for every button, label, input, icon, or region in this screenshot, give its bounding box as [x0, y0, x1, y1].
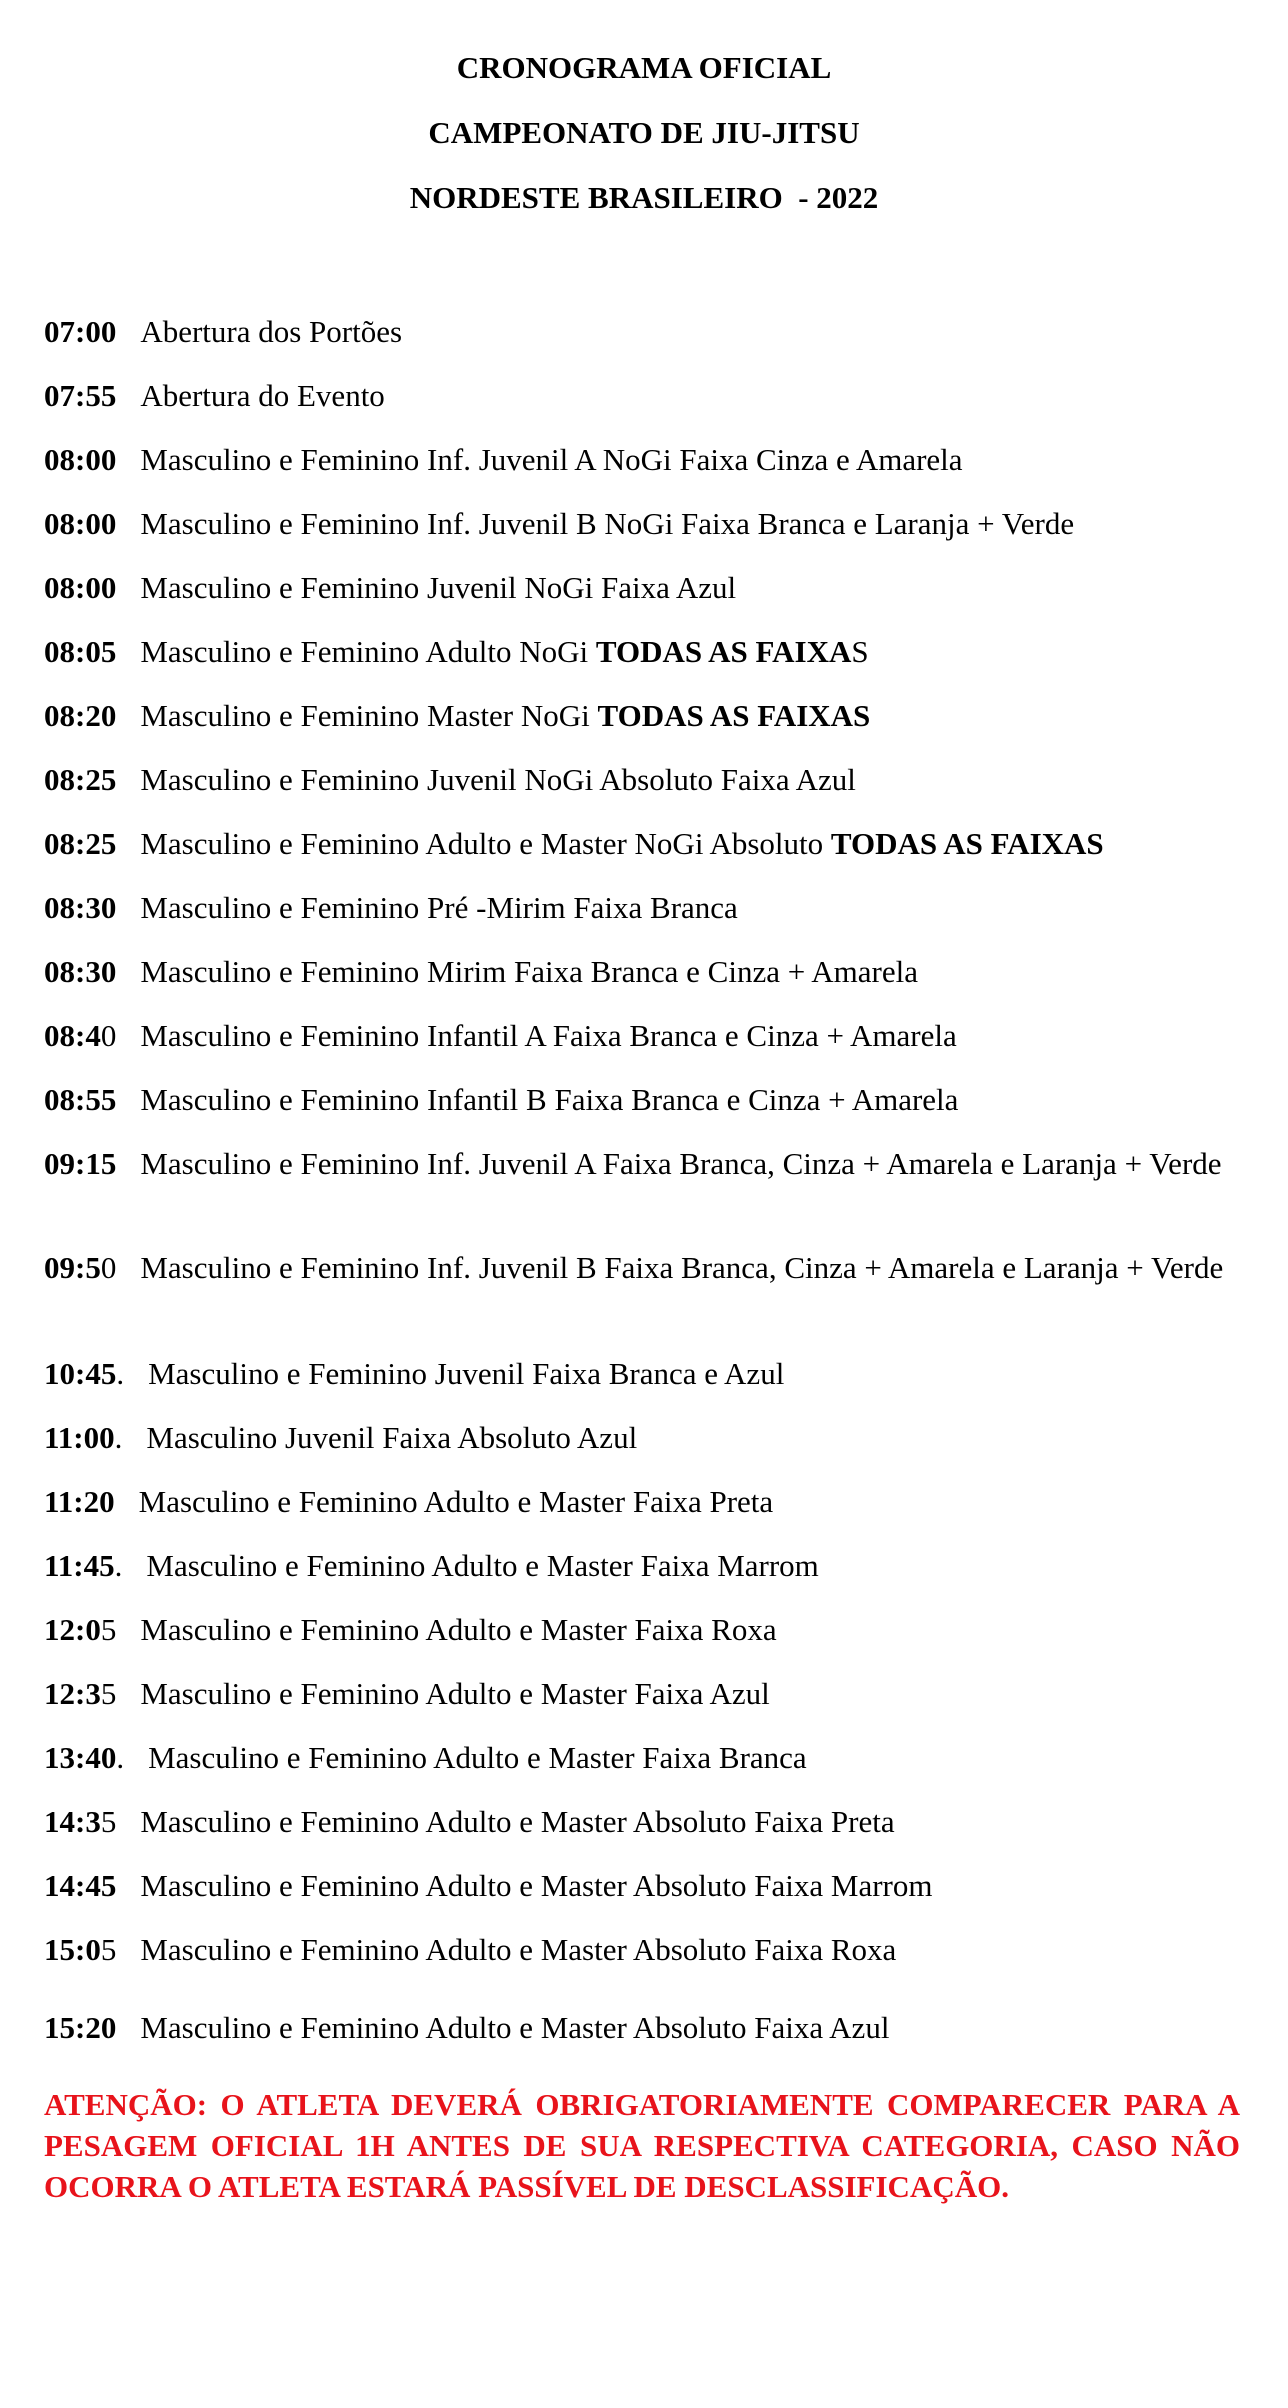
- schedule-time: 08:00: [44, 442, 117, 477]
- schedule-time-suffix: 5: [100, 1804, 117, 1839]
- schedule-description: Masculino e Feminino Mirim Faixa Branca e Cinza + Amarela: [140, 954, 918, 989]
- schedule-row: [44, 504, 1244, 544]
- header-region-year: NORDESTE BRASILEIRO - 2022: [409, 180, 879, 215]
- schedule-description: Masculino Juvenil Faixa Absoluto Azul: [146, 1420, 638, 1455]
- schedule-time: 12:0: [44, 1612, 101, 1647]
- weigh-in-warning: ATENÇÃO: O ATLETA DEVERÁ OBRIGATORIAMENTE COMPARECER PARA A PESAGEM OFICIAL 1H ANTES DE SUA RESPECTIVA CATEGORIA, CASO NÃO OCORRA O ATLETA ESTARÁ PASSÍVEL DE DESCLASSIFICAÇÃO.: [44, 2087, 1240, 2204]
- schedule-time: 11:20: [44, 1484, 115, 1519]
- schedule-row: [44, 1482, 1244, 1522]
- schedule-time: 08:00: [44, 570, 117, 605]
- schedule-time: 12:3: [44, 1676, 101, 1711]
- schedule-time: 08:4: [44, 1018, 101, 1053]
- schedule-row: [44, 632, 1244, 672]
- schedule-row: [44, 1546, 1244, 1586]
- schedule-time: 08:25: [44, 762, 117, 797]
- schedule-description-emphasis: TODAS AS FAIXAS: [597, 698, 871, 733]
- schedule-description: Abertura dos Portões: [140, 314, 403, 349]
- schedule-description: Masculino e Feminino Adulto NoGi: [140, 634, 596, 669]
- schedule-time: 08:05: [44, 634, 117, 669]
- schedule-time: 14:3: [44, 1804, 101, 1839]
- header-championship: CAMPEONATO DE JIU-JITSU: [428, 115, 860, 150]
- schedule-time: 09:15: [44, 1146, 117, 1181]
- schedule-row: [44, 312, 1244, 352]
- schedule-row: [44, 1144, 1244, 1184]
- schedule-description: Masculino e Feminino Adulto e Master Absoluto Faixa Azul: [140, 2010, 890, 2045]
- schedule-time-suffix: 5: [100, 1612, 117, 1647]
- schedule-description: Masculino e Feminino Adulto e Master Faixa Marrom: [146, 1548, 819, 1583]
- schedule-row: [44, 1016, 1244, 1056]
- schedule-description: Masculino e Feminino Adulto e Master Faixa Azul: [140, 1676, 770, 1711]
- schedule-description: Masculino e Feminino Adulto e Master Absoluto Faixa Roxa: [140, 1932, 897, 1967]
- schedule-description-emphasis: TODAS AS FAIXAS: [830, 826, 1104, 861]
- schedule-time-suffix: 5: [100, 1676, 117, 1711]
- document-header: [0, 52, 1288, 247]
- schedule-description-tail: S: [851, 634, 869, 669]
- schedule-time: 15:0: [44, 1932, 101, 1967]
- schedule-description: Masculino e Feminino Adulto e Master NoGi Absoluto: [140, 826, 831, 861]
- schedule-row: [44, 760, 1244, 800]
- schedule-description: Masculino e Feminino Juvenil Faixa Branca e Azul: [148, 1356, 785, 1391]
- schedule-row: [44, 1866, 1244, 1906]
- schedule-time: 15:20: [44, 2010, 117, 2045]
- schedule-row: [44, 568, 1244, 608]
- schedule-row: [44, 888, 1244, 928]
- schedule-time: 14:45: [44, 1868, 117, 1903]
- schedule-time: 08:25: [44, 826, 117, 861]
- schedule-description: Masculino e Feminino Inf. Juvenil A NoGi Faixa Cinza e Amarela: [140, 442, 963, 477]
- schedule-description: Masculino e Feminino Inf. Juvenil A Faixa Branca, Cinza + Amarela e Laranja + Verde: [140, 1146, 1222, 1181]
- schedule-row: [44, 824, 1244, 864]
- schedule-description: Masculino e Feminino Adulto e Master Faixa Preta: [138, 1484, 774, 1519]
- schedule-time: 13:40: [44, 1740, 117, 1775]
- schedule-description: Masculino e Feminino Infantil A Faixa Branca e Cinza + Amarela: [140, 1018, 957, 1053]
- schedule-time-suffix: .: [116, 1740, 125, 1775]
- schedule-description: Masculino e Feminino Juvenil NoGi Absoluto Faixa Azul: [140, 762, 856, 797]
- schedule-description: Masculino e Feminino Master NoGi: [140, 698, 598, 733]
- schedule-row: [44, 1930, 1244, 1970]
- schedule-row: [44, 440, 1244, 480]
- schedule-time-suffix: .: [116, 1356, 125, 1391]
- schedule-time: 07:55: [44, 378, 117, 413]
- schedule-time: 11:45: [44, 1548, 115, 1583]
- schedule-row: [44, 376, 1244, 416]
- header-title: CRONOGRAMA OFICIAL: [456, 50, 832, 85]
- schedule-description: Masculino e Feminino Pré -Mirim Faixa Branca: [140, 890, 738, 925]
- schedule-description: Masculino e Feminino Adulto e Master Absoluto Faixa Marrom: [140, 1868, 933, 1903]
- schedule-time-suffix: 0: [100, 1018, 117, 1053]
- schedule-row: [44, 1674, 1244, 1714]
- schedule-description: Masculino e Feminino Juvenil NoGi Faixa Azul: [140, 570, 737, 605]
- schedule-row: [44, 1354, 1244, 1394]
- schedule-time: 10:45: [44, 1356, 117, 1391]
- schedule-time: 08:20: [44, 698, 117, 733]
- schedule-description: Masculino e Feminino Adulto e Master Faixa Roxa: [140, 1612, 777, 1647]
- schedule-row: [44, 1418, 1244, 1458]
- schedule-row: [44, 696, 1244, 736]
- schedule-description: Masculino e Feminino Inf. Juvenil B NoGi Faixa Branca e Laranja + Verde: [140, 506, 1075, 541]
- schedule-time: 07:00: [44, 314, 117, 349]
- schedule-row: [44, 2008, 1244, 2048]
- schedule-time: 08:30: [44, 890, 117, 925]
- schedule-time: 08:55: [44, 1082, 117, 1117]
- schedule-time-suffix: 5: [100, 1932, 117, 1967]
- schedule-row: [44, 1610, 1244, 1650]
- schedule-time-suffix: .: [114, 1548, 123, 1583]
- schedule-row: [44, 952, 1244, 992]
- schedule-time-suffix: 0: [100, 1250, 117, 1285]
- schedule-description: Masculino e Feminino Inf. Juvenil B Faixa Branca, Cinza + Amarela e Laranja + Verde: [140, 1250, 1224, 1285]
- schedule-row: [44, 1802, 1244, 1842]
- schedule-description: Masculino e Feminino Infantil B Faixa Branca e Cinza + Amarela: [140, 1082, 959, 1117]
- schedule-time: 09:5: [44, 1250, 101, 1285]
- schedule-time: 11:00: [44, 1420, 115, 1455]
- schedule-description-emphasis: TODAS AS FAIXA: [595, 634, 852, 669]
- schedule-description: Abertura do Evento: [140, 378, 385, 413]
- schedule-description: Masculino e Feminino Adulto e Master Absoluto Faixa Preta: [140, 1804, 895, 1839]
- schedule-row: [44, 1080, 1244, 1120]
- schedule-description: Masculino e Feminino Adulto e Master Faixa Branca: [148, 1740, 807, 1775]
- schedule-row: [44, 1738, 1244, 1778]
- schedule-time-suffix: .: [114, 1420, 123, 1455]
- schedule-time: 08:30: [44, 954, 117, 989]
- schedule-row: [44, 1248, 1244, 1288]
- schedule-time: 08:00: [44, 506, 117, 541]
